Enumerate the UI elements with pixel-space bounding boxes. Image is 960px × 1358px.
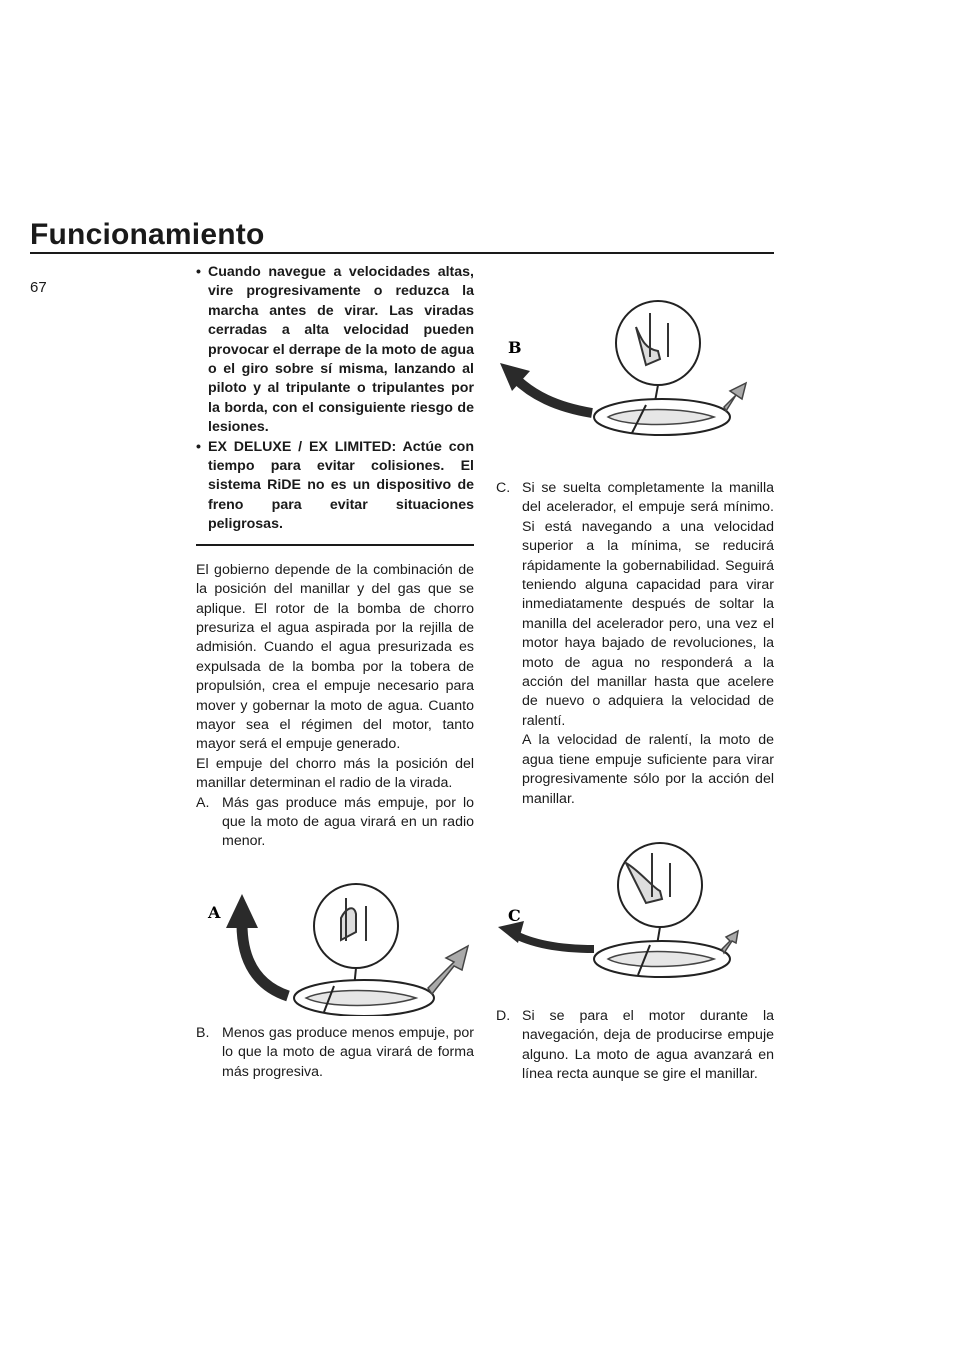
list-item-b [196, 1024, 474, 1082]
bullet-dot: • [196, 264, 201, 280]
figure-c-illustration [496, 837, 774, 997]
figure-a-illustration [196, 866, 474, 1016]
thrust-arrow-icon [724, 383, 746, 411]
turn-arrow-icon [242, 924, 288, 996]
item-label: A. [196, 794, 210, 811]
bullet-dot: • [196, 438, 201, 455]
warning-box [196, 263, 474, 546]
warning-bullet [196, 263, 474, 438]
item-text: Si se para el motor durante la navegación, deja de producirse empuje alguno. La moto de agua avanzará en línea recta aunque se gire el manillar. [522, 1007, 774, 1083]
list-item-a [196, 794, 474, 852]
item-text: Más gas produce más empuje, por lo que la moto de agua virará en un radio menor. [222, 794, 474, 850]
item-text: A la velocidad de ralentí, la moto de agua tiene empuje suficiente para virar progresivamente sólo por la acción del manillar. [522, 732, 774, 807]
warning-text: EX DELUXE / EX LIMITED: Actúe con tiempo para evitar colisiones. El sistema RiDE no es un dispositivo de freno para evitar situaciones peligrosas. [208, 438, 474, 533]
detail-circle [616, 301, 700, 385]
turn-arrow-head-icon [226, 894, 258, 928]
item-label: B. [196, 1024, 210, 1041]
body-paragraph: El gobierno depende de la combinación de la posición del manillar y del gas que se aplique. El rotor de la bomba de chorro presuriza el agua aspirada por la rejilla de admisión. Cuando el agua presurizada es expulsada de la bomba por la tobera de propulsión, crea el empuje necesario para mover y gobernar la moto de agua. Cuanto mayor sea el régimen del motor, tanto mayor será el empuje generado. [196, 561, 474, 753]
warning-text: Cuando navegue a velocidades altas, vire progresivamente o reduzca la marcha antes de virar. Las viradas cerradas a alta velocidad pueden provocar el derrape de la moto de agua o el giro sobre sí misma, lanzando al piloto y al tripulante o tripulantes por la borda, con el consiguiente riesgo de lesiones. [208, 264, 474, 436]
left-column [196, 263, 474, 1082]
warning-rule [196, 544, 474, 546]
item-text: Menos gas produce menos empuje, por lo que la moto de agua virará de forma más progresiva. [222, 1024, 474, 1080]
detail-circle [618, 843, 702, 927]
list-item-c [496, 479, 774, 809]
warning-bullet [196, 438, 474, 535]
list-item-d [496, 1007, 774, 1085]
item-text: Si se suelta completamente la manilla del acelerador, el empuje será mínimo. Si está navegando a una velocidad superior a la mínima, se reducirá rápidamente la gobernabilidad. Seguirá teniendo alguna capacidad para virar inmediatamente después de soltar la manilla del acelerador pero, una vez el motor haya bajado de revoluciones, la moto de agua no responderá a la acción del manillar hasta que acelere de nuevo o adquiera la velocidad de ralentí. [522, 480, 774, 729]
header-rule [30, 252, 774, 254]
right-column [496, 263, 774, 1085]
figure-label-b: B [508, 338, 522, 357]
item-label: D. [496, 1007, 511, 1024]
page-title: Funcionamiento [30, 218, 265, 251]
figure-label-a: A [208, 902, 221, 922]
page-number: 67 [30, 279, 47, 296]
figure-b-illustration [496, 295, 774, 471]
body-paragraph: El empuje del chorro más la posición del manillar determinan el radio de la virada. [196, 755, 474, 792]
turn-arrow-icon [514, 377, 592, 413]
turn-arrow-icon [512, 933, 594, 949]
item-label: C. [496, 480, 511, 496]
thrust-arrow-icon [722, 931, 738, 953]
thrust-arrow-icon [428, 946, 468, 994]
figure-label-c: C [508, 905, 521, 925]
